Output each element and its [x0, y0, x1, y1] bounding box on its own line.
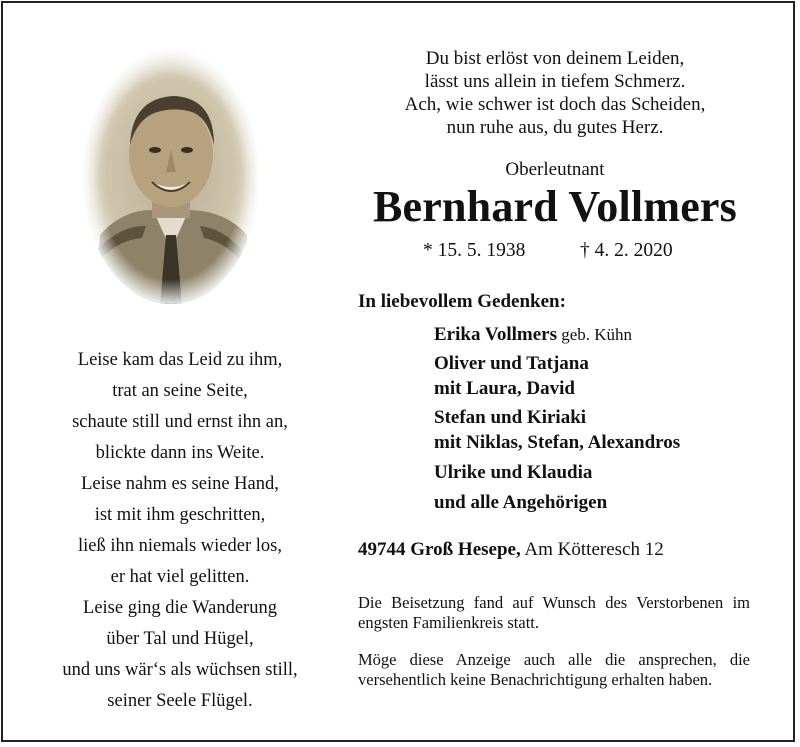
family-line: Oliver und Tatjana — [434, 353, 589, 374]
poem-line: blickte dann ins Weite. — [95, 443, 265, 463]
mourner-family-2 — [434, 405, 680, 455]
address-street: Am Kötteresch 12 — [520, 539, 664, 560]
spouse-name: Erika Vollmers — [434, 324, 557, 345]
address-city: 49744 Groß Hesepe, — [358, 539, 521, 560]
poem-line: über Tal und Hügel, — [106, 629, 254, 649]
mourner-spouse — [434, 322, 632, 347]
address — [358, 539, 664, 561]
verse-line: Ach, wie schwer ist doch das Scheiden, — [404, 94, 706, 115]
mourner-family-1 — [434, 351, 589, 401]
verse-line: Du bist erlöst von deinem Leiden, — [425, 48, 685, 69]
portrait-photo — [82, 50, 260, 305]
poem-line: schaute still und ernst ihn an, — [72, 412, 288, 432]
verse-line: nun ruhe aus, du gutes Herz. — [446, 117, 664, 138]
birth-date: * 15. 5. 1938 — [423, 240, 526, 261]
poem-line: Leise kam das Leid zu ihm, — [77, 350, 283, 370]
mourner-relatives: und alle Angehörigen — [434, 492, 608, 513]
deceased-name: Bernhard Vollmers — [373, 182, 737, 231]
poem-line: Leise ging die Wanderung — [83, 598, 277, 618]
family-line: mit Niklas, Stefan, Alexandros — [434, 432, 681, 453]
poem-line: Leise nahm es seine Hand, — [81, 474, 279, 494]
poem-line: seiner Seele Flügel. — [107, 691, 253, 711]
death-date: † 4. 2. 2020 — [580, 240, 673, 261]
mourner-family-3: Ulrike und Klaudia — [434, 462, 593, 483]
spouse-maiden-name: geb. Kühn — [556, 325, 633, 344]
rank-title: Oberleutnant — [505, 159, 605, 180]
apology-notice: Möge diese Anzeige auch alle die ansprechen, die versehentlich keine Benachrichtigung erhalten haben. — [358, 650, 750, 689]
family-line: mit Laura, David — [434, 378, 575, 399]
poem-line: er hat viel gelitten. — [110, 567, 250, 587]
poem — [30, 345, 330, 717]
poem-line: ließ ihn niemals wieder los, — [78, 536, 282, 556]
verse — [345, 47, 765, 139]
memorial-heading: In liebevollem Gedenken: — [358, 291, 566, 312]
verse-line: lässt uns allein in tiefem Schmerz. — [424, 71, 686, 92]
poem-line: und uns wär‘s als wüchsen still, — [62, 660, 298, 680]
poem-line: trat an seine Seite, — [112, 381, 248, 401]
burial-notice: Die Beisetzung fand auf Wunsch des Verstorbenen im engsten Familienkreis statt. — [358, 593, 750, 632]
poem-line: ist mit ihm geschritten, — [94, 505, 266, 525]
family-line: Stefan und Kiriaki — [434, 407, 587, 428]
